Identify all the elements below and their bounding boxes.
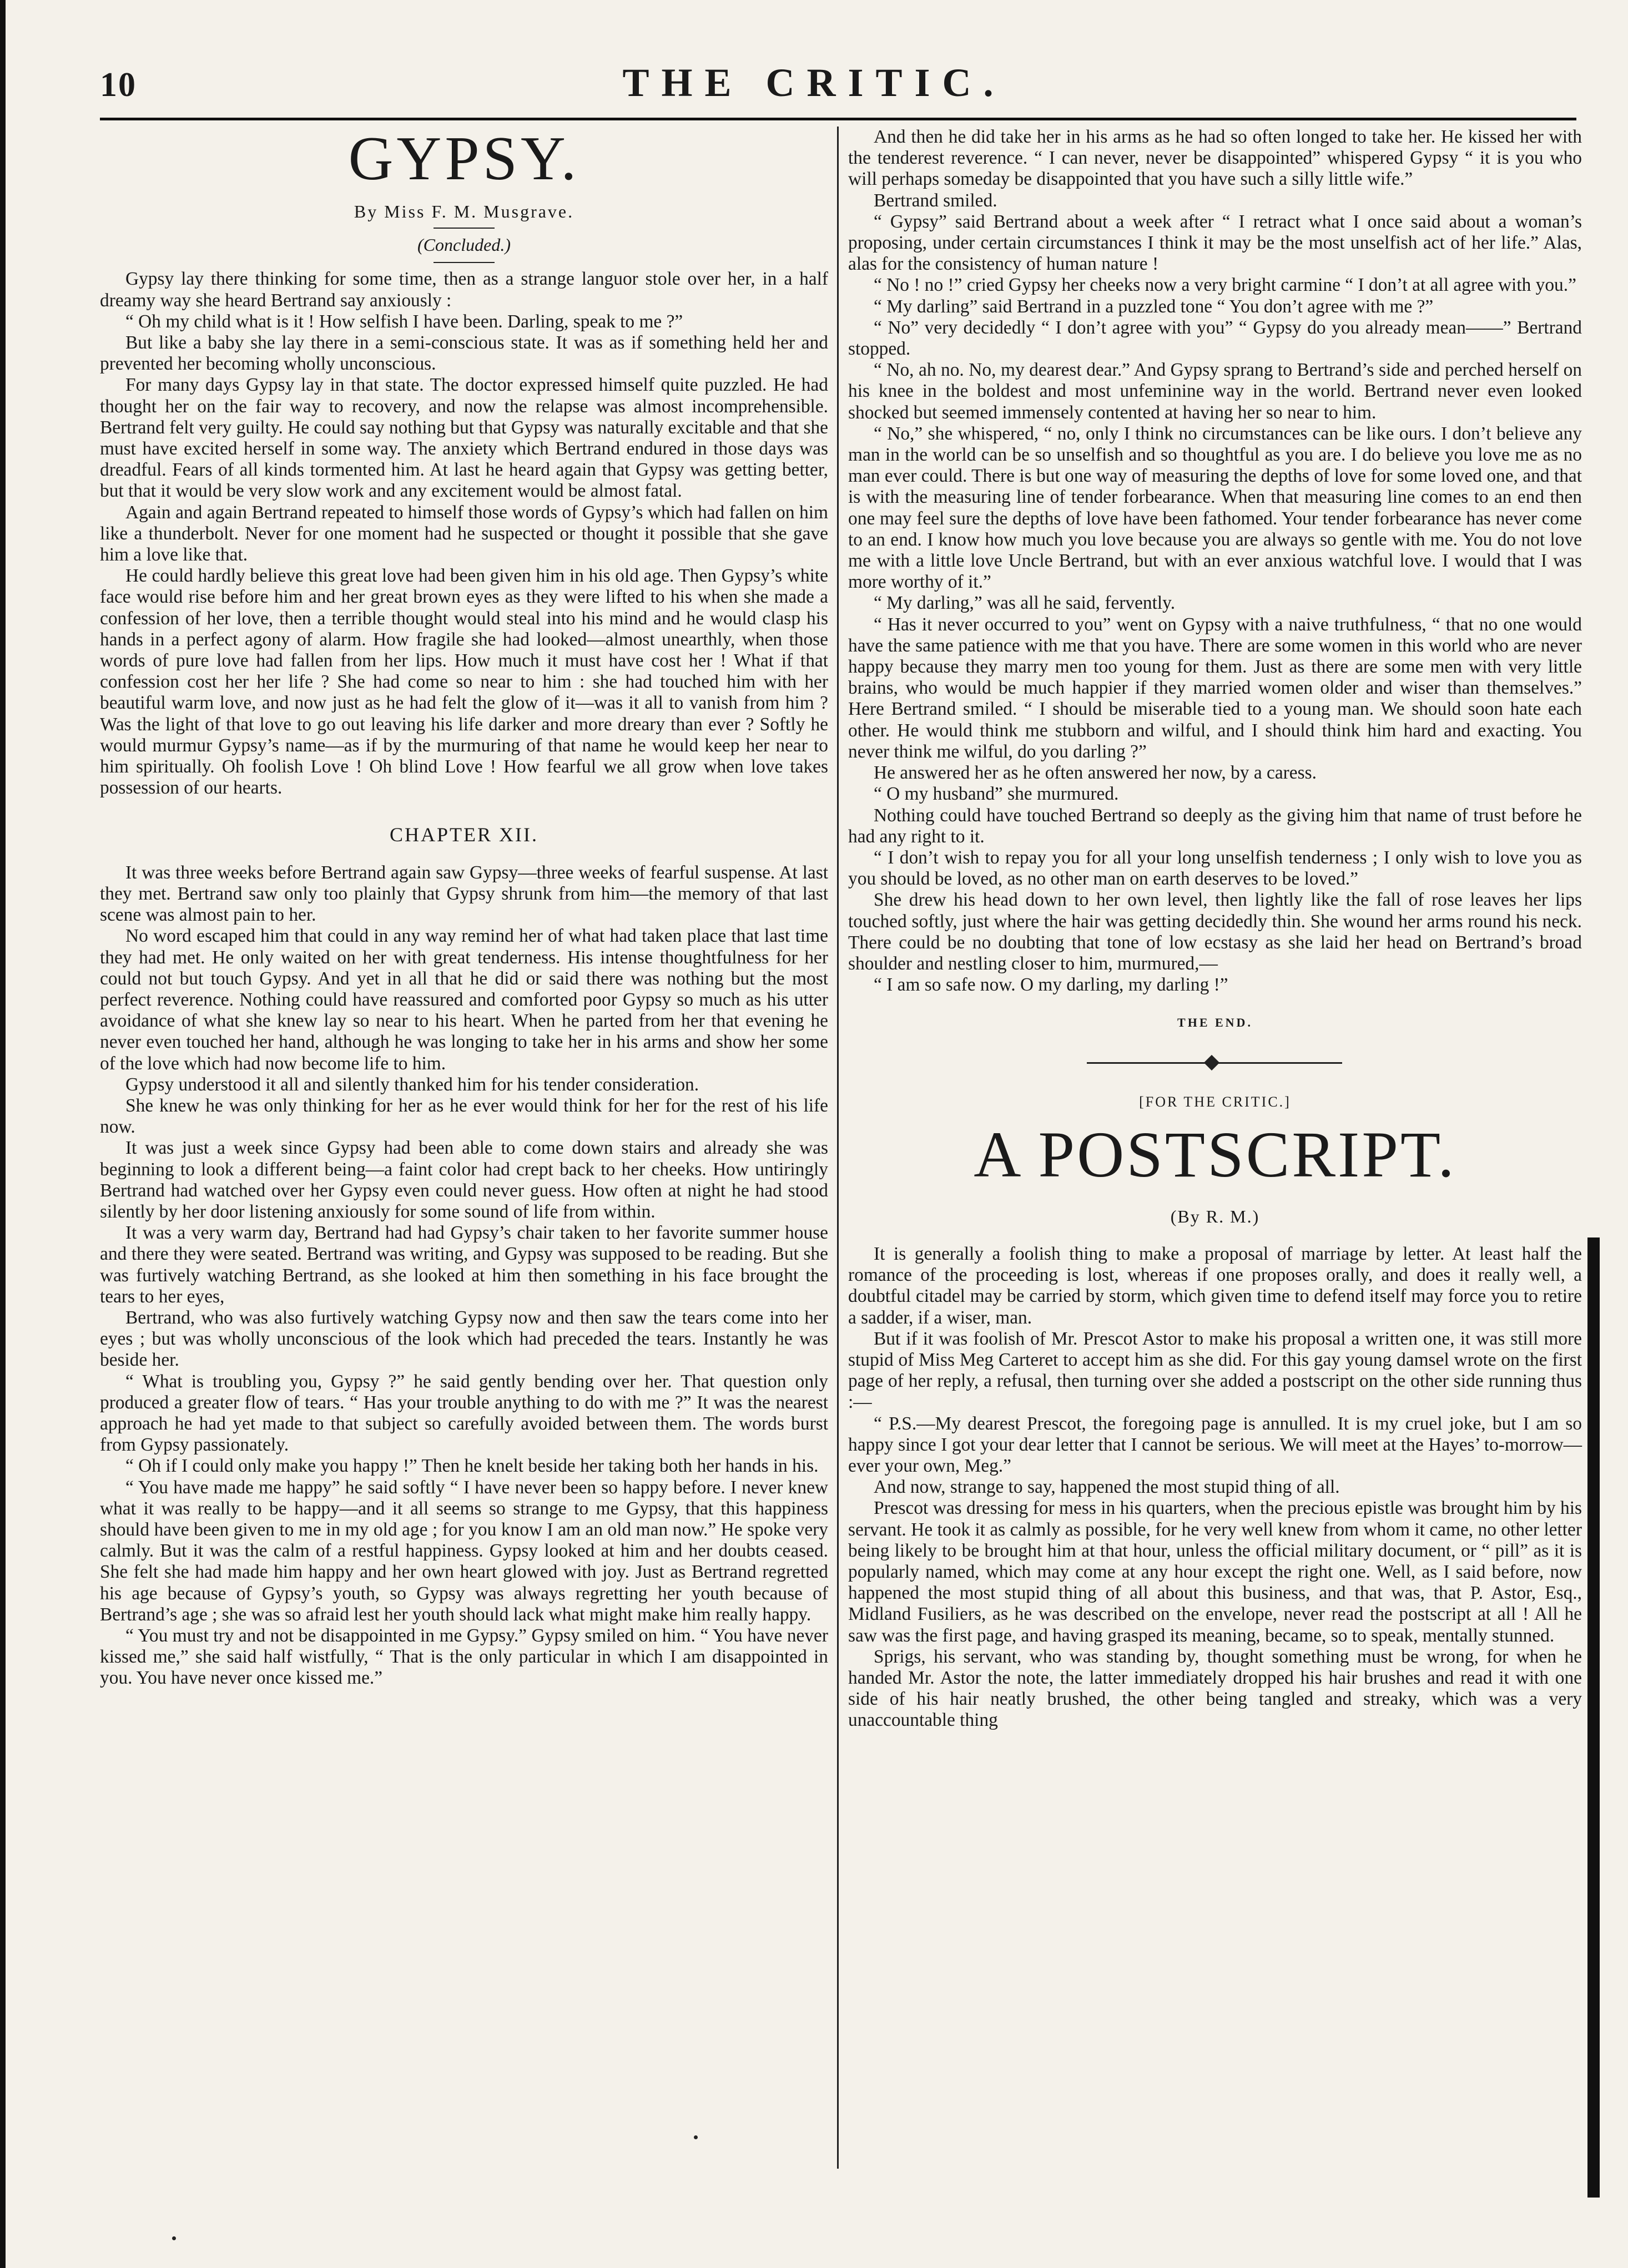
story-title: GYPSY. [348,124,580,193]
paragraph: He could hardly believe this great love had been given him in his old age. Then Gypsy’s white face would rise before him and her great brown eyes as they were lifted to his when she made a confession of her love, then a terrible thought would steal into his mind and he would clasp his hands in a perfect agony of alarm. How fragile she had looked—almost unearthly, when those words of pure love had fallen from her lips. How much it must have cost her ! What if that confession cost her her life ? She had come so near to him : she had touched him with her beautiful warm love, and now just as he had felt the glow of it—was it all to vanish from him ? Was the light of that love to go out leaving his life darker and more dreary than ever ? Softly he would murmur Gypsy’s name—as if by the murmuring of that name he would keep her near to him spiritually. Oh foolish Love ! Oh blind Love ! How fearful we all grow when love takes possession of our hearts. [100,565,828,799]
paragraph: “ O my husband” she murmured. [874,784,1119,805]
for-the-critic-note: [FOR THE CRITIC.] [1139,1093,1291,1110]
ink-speck [172,2236,176,2240]
paragraph: He answered her as he often answered her now, by a caress. [874,762,1317,784]
paragraph: Gypsy lay there thinking for some time, then as a strange languor stole over her, in a half dreamy way she heard Bertrand say anxiously : [100,269,828,311]
paragraph: “ Gypsy” said Bertrand about a week after “ I retract what I once said about a woman’s proposing, under certain circumstances I think it may be the most unselfish act of her life.” Alas, alas for the consistency of human nature ! [848,211,1582,275]
paragraph: But like a baby she lay there in a semi-conscious state. It was as if something held her and prevented her becoming wholly unconscious. [100,332,828,375]
page-edge-shadow-right [1587,1237,1600,2198]
paragraph: “ No, ah no. No, my dearest dear.” And Gypsy sprang to Bertrand’s side and perched herself on his knee in the boldest and most unfeminine way in the world. Bertrand never even looked shocked but seemed immensely contented at having her so near to him. [848,360,1582,423]
section-ornament [848,1056,1582,1069]
paragraph: “ Oh my child what is it ! How selfish I have been. Darling, speak to me ?” [125,311,683,332]
paragraph: Bertrand smiled. [874,190,997,211]
column-divider [837,127,839,2169]
paragraph: And now, strange to say, happened the most stupid thing of all. [874,1477,1340,1498]
paragraph: “ I am so safe now. O my darling, my darling !” [874,974,1228,996]
byline-rule [434,228,495,229]
paragraph: “ Has it never occurred to you” went on Gypsy with a naive truthfulness, “ that no one would have the same patience with me that you have. There are some women in this world who are never happy because they marry men too young for them. Just as there are some men with very little brains, who would be much happier if they married women older and wiser than themselves.” Here Bertrand smiled. “ I should be miserable tied to a young man. We should soon hate each other. He would think me stubborn and wilful, and I should think him hard and exacting. You never think me wilful, do you darling ?” [848,614,1582,762]
paragraph: Sprigs, his servant, who was standing by, thought something must be wrong, for when he handed Mr. Astor the note, the latter immediately dropped his hair brushes and read it with one side of his hair neatly brushed, the other being tangled and streaky, which was a very unaccountable thing [848,1646,1582,1731]
paragraph: Nothing could have touched Bertrand so deeply as the giving him that name of trust before he had any right to it. [848,805,1582,847]
paragraph: “ My darling,” was all he said, fervently. [874,593,1176,614]
concluded-rule [434,262,495,263]
paragraph: But if it was foolish of Mr. Prescot Astor to make his proposal a written one, it was still more stupid of Miss Meg Carteret to accept him as she did. For this gay young damsel wrote on the first page of her reply, a refusal, then turning over she added a postscript on the other side running thus :— [848,1328,1582,1413]
ornament-diamond-icon [1204,1054,1219,1070]
story-byline: By Miss F. M. Musgrave. [354,201,574,221]
postscript-byline: (By R. M.) [1170,1206,1260,1226]
paragraph: No word escaped him that could in any way remind her of what had taken place that last time they had met. He only waited on her with great tenderness. His intense thoughtfulness for her could not but touch Gypsy. And yet in all that he did or said there was nothing but the most perfect reverence. Nothing could have reassured and comforted poor Gypsy so much as his utter avoidance of what she knew lay so near to his heart. When he parted from her that evening he never even touched her hand, although he was longing to take her in his arms and show her some of the love which had now become life to him. [100,926,828,1074]
paragraph: It was a very warm day, Bertrand had had Gypsy’s chair taken to her favorite summer house and there they were seated. Bertrand was writing, and Gypsy was supposed to be reading. But she was furtively watching Bertrand, as she looked at him then something in his face brought the tears to her eyes, [100,1223,828,1307]
paragraph: Bertrand, who was also furtively watching Gypsy now and then saw the tears come into her eyes ; but was wholly unconscious of the look which had preceded the tears. Instantly he was beside her. [100,1307,828,1371]
paragraph: “ What is troubling you, Gypsy ?” he said gently bending over her. That question only produced a greater flow of tears. “ Has your trouble anything to do with me ?” It was the nearest approach he had yet made to that subject so carefully avoided between them. The words burst from Gypsy passionately. [100,1371,828,1456]
header-rule [100,118,1576,120]
ink-speck [694,2135,698,2139]
paragraph: “ You must try and not be disappointed in me Gypsy.” Gypsy smiled on him. “ You have never kissed me,” she said half wistfully, “ That is the only particular in which I am disappointed in you. You have never once kissed me.” [100,1625,828,1689]
page-number: 10 [100,66,137,104]
paragraph: And then he did take her in his arms as he had so often longed to take her. He kissed her with the tenderest reverence. “ I can never, never be disappointed” whispered Gypsy “ it is you who will perhaps someday be disappointed that you have such a silly little wife.” [848,127,1582,190]
paragraph: “ No ! no !” cried Gypsy her cheeks now a very bright carmine “ I don’t at all agree with you.” [874,275,1576,296]
paragraph: For many days Gypsy lay in that state. The doctor expressed himself quite puzzled. He had thought her on the fair way to recovery, and now the relapse was almost incomprehensible. Bertrand felt very guilty. He could say nothing but that Gypsy was naturally excitable and that she must have excited herself in some way. The anxiety which Bertrand endured in those days was dreadful. Fears of all kinds tormented him. At last he heard again that Gypsy was getting better, but that it would be very slow work and any excitement would be almost fatal. [100,375,828,502]
paragraph: It is generally a foolish thing to make a proposal of marriage by letter. At least half the romance of the proceeding is lost, whereas if one proposes orally, and does it really well, a doubtful citadel may be carried by storm, which given time to defend itself may force you to retire a sadder, if a wiser, man. [848,1243,1582,1328]
paragraph: Prescot was dressing for mess in his quarters, when the precious epistle was brought him by his servant. He took it as calmly as possible, for he very well knew from whom it came, no other letter being likely to be brought him at that hour, unless the official military document, or “ pill” as it is popularly named, which may come at any hour except the right one. Well, as I said before, now happened the most stupid thing of all about this business, and that was, that P. Astor, Esq., Midland Fusiliers, as he was described on the envelope, never read the postscript at all ! All he saw was the first page, and having grasped its meaning, became, so to speak, mentally stunned. [848,1498,1582,1646]
left-column [100,124,828,1689]
paragraph: “ I don’t wish to repay you for all your long unselfish tenderness ; I only wish to love you as you should be loved, as no other man on earth deserves to be loved.” [848,847,1582,890]
paragraph: Gypsy understood it all and silently thanked him for his tender consideration. [125,1074,699,1095]
paragraph: Again and again Bertrand repeated to himself those words of Gypsy’s which had fallen on him like a thunderbolt. Never for one moment had he suspected or thought it possible that she gave him a love like that. [100,502,828,565]
paragraph: “ Oh if I could only make you happy !” Then he knelt beside her taking both her hands in his. [125,1456,819,1477]
right-column [848,127,1582,1731]
concluded-note: (Concluded.) [417,235,511,255]
paragraph: It was three weeks before Bertrand again saw Gypsy—three weeks of fearful suspense. At last they met. Bertrand saw only too plainly that Gypsy shrunk from him—the memory of that last scene was almost pain to her. [100,862,828,926]
paragraph: It was just a week since Gypsy had been able to come down stairs and already she was beginning to look a different being—a faint color had crept back to her cheeks. How untiringly Bertrand had watched over her Gypsy even could never guess. How often at night he had stood silently by her door listening anxiously for some sound of life from within. [100,1138,828,1222]
page-edge-shadow [0,0,6,2268]
paragraph: “ You have made me happy” he said softly “ I have never been so happy before. I never knew what it was really to be happy—and it all seems so strange to me Gypsy, that this happiness should have been given to me in my old age ; for you know I am an old man now.” He spoke very calmly. But it was the calm of a restful happiness. Gypsy looked at him and her doubts ceased. She felt she had made him happy and her own heart glowed with joy. Just as Bertrand regretted his age because of Gypsy’s youth, so Gypsy was always regretting her youth because of Bertrand’s age ; she was so afraid lest her youth should lack what might make him really happy. [100,1477,828,1625]
postscript-title: A POSTSCRIPT. [974,1118,1456,1191]
paragraph: She knew he was only thinking for her as he ever would think for her for the rest of his life now. [100,1095,828,1138]
paragraph: “ No” very decidedly “ I don’t agree with you” “ Gypsy do you already mean——” Bertrand stopped. [848,317,1582,360]
chapter-heading: CHAPTER XII. [390,824,538,846]
paragraph: She drew his head down to her own level, then lightly like the fall of rose leaves her lips touched softly, just where the hair was getting decidedly thin. She wound her arms round his neck. There could be no doubting that tone of low ecstasy as she laid her head on Bertrand’s broad shoulder and nestling closer to him, murmured,— [848,890,1582,974]
masthead: THE CRITIC. [622,60,1006,105]
paragraph: “ No,” she whispered, “ no, only I think no circumstances can be like ours. I don’t believe any man in the world can be so unselfish and so thoughtful as you are. I do believe you love me as no man ever could. There is but one way of measuring the depths of love for some loved one, and that is with the measuring line of tender forbearance. When that measuring line comes to an end then one may feel sure the depths of love have been fathomed. Your tender forbearance has never come to an end. I know how much you love because you are always so gentle with me. You do not love me with a little love Uncle Bertrand, but with an ever anxious watchful love. I would that I was more worthy of it.” [848,423,1582,593]
the-end-label: THE END. [1177,1016,1253,1030]
paragraph: “ P.S.—My dearest Prescot, the foregoing page is annulled. It is my cruel joke, but I am so happy since I got your dear letter that I cannot be serious. We will meet at the Hayes’ to-morrow—ever your own, Meg.” [848,1413,1582,1476]
paragraph: “ My darling” said Bertrand in a puzzled tone “ You don’t agree with me ?” [874,296,1434,317]
